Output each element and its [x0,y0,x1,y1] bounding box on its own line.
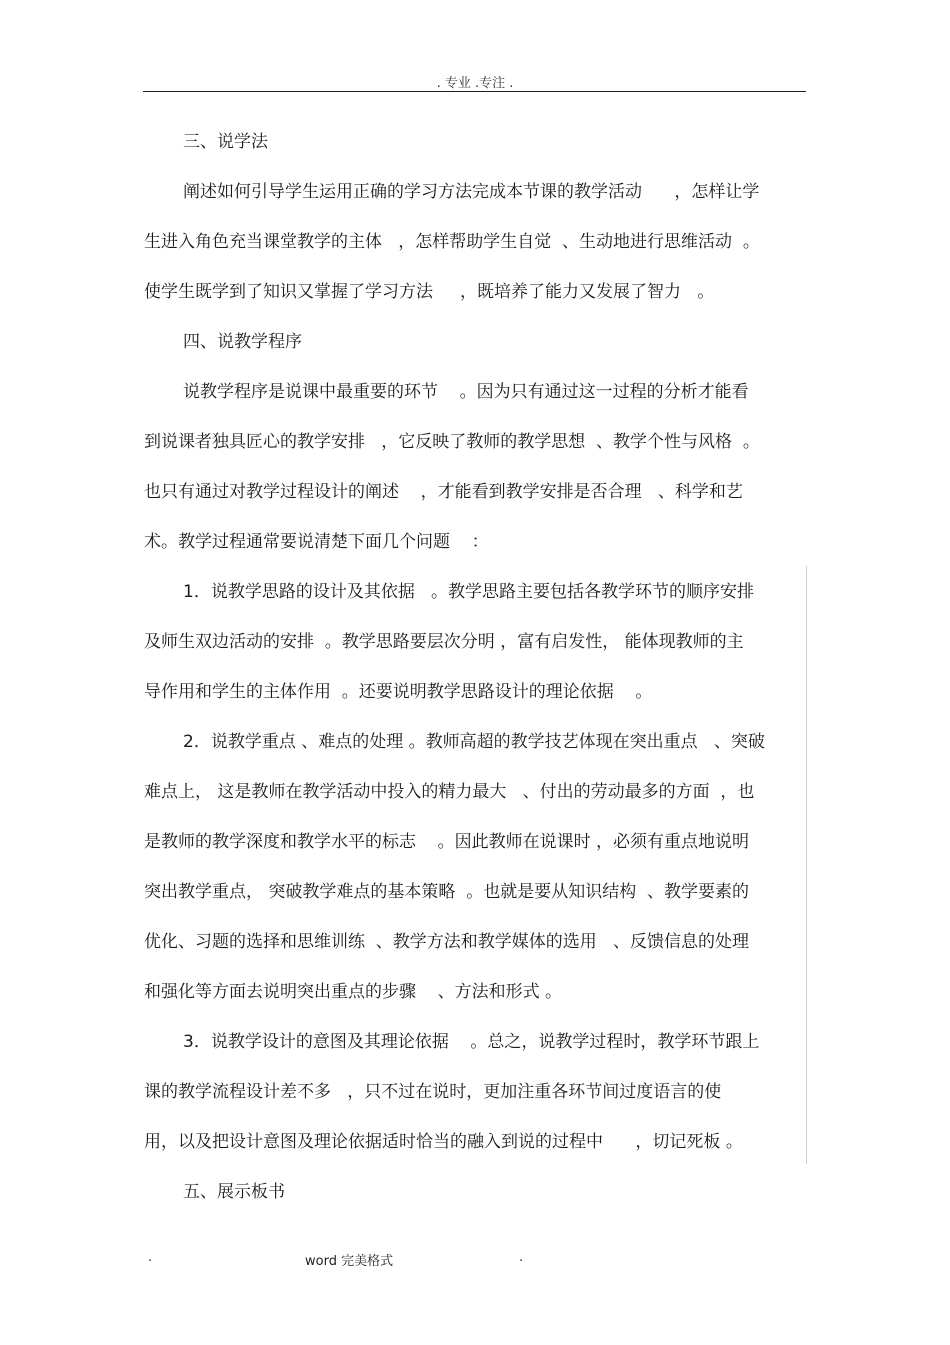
header-divider [143,91,806,92]
list-item-line: 是教师的教学深度和教学水平的标志 。因此教师在说课时 ，必须有重点地说明 [144,832,750,852]
list-item-line: 及师生双边活动的安排 。教学思路要层次分明 ，富有启发性， 能体现教师的主 [144,632,744,652]
footer-text: word 完美格式 [305,1254,394,1269]
paragraph-line: 到说课者独具匠心的教学安排 ，它反映了教师的教学思想 、教学个性与风格 。 [144,432,760,452]
content-box-edge [806,566,807,1164]
footer-left-dot: . [148,1250,153,1265]
section-heading: 三、说学法 [183,132,268,152]
list-item-line: 用，以及把设计意图及理论依据适时恰当的融入到说的过程中 ，切记死板 。 [144,1132,743,1152]
page-header: . 专业 .专注 . [436,76,514,91]
list-item-line: 导作用和学生的主体作用 。还要说明教学思路设计的理论依据 。 [144,682,653,702]
paragraph-line: 阐述如何引导学生运用正确的学习方法完成本节课的教学活动 ，怎样让学 [183,182,760,202]
list-item-line: 难点上， 这是教师在教学活动中投入的精力最大 、付出的劳动最多的方面 ，也 [144,782,755,802]
paragraph-line: 生进入角色充当课堂教学的主体 ，怎样帮助学生自觉 、生动地进行思维活动 。 [144,232,760,252]
list-item-line: 和强化等方面去说明突出重点的步骤 、方法和形式 。 [144,982,563,1002]
paragraph-line: 也只有通过对教学过程设计的阐述 ，才能看到教学安排是否合理 、科学和艺 [144,482,743,502]
list-item-line: 课的教学流程设计差不多 ，只不过在说时，更加注重各环节间过度语言的使 [144,1082,722,1102]
list-item-line: 优化、习题的选择和思维训练 、教学方法和教学媒体的选用 、反馈信息的处理 [144,932,750,952]
section-heading: 五、展示板书 [183,1182,285,1202]
footer-right-dot: . [519,1250,524,1265]
paragraph-line: 使学生既学到了知识又掌握了学习方法 ，既培养了能力又发展了智力 。 [144,282,715,302]
paragraph-line: 说教学程序是说课中最重要的环节 。因为只有通过这一过程的分析才能看 [183,382,749,402]
list-item-line: 突出教学重点， 突破教学难点的基本策略 。也就是要从知识结构 、教学要素的 [144,882,750,902]
list-item-line: 2．说教学重点 、难点的处理 。教师高超的教学技艺体现在突出重点 、突破 [183,732,765,752]
list-item-line: 3．说教学设计的意图及其理论依据 。总之，说教学过程时，教学环节跟上 [183,1032,760,1052]
paragraph-line: 术。教学过程通常要说清楚下面几个问题 ： [144,532,489,552]
section-heading: 四、说教学程序 [183,332,302,352]
list-item-line: 1．说教学思路的设计及其依据 。教学思路主要包括各教学环节的顺序安排 [183,582,755,602]
